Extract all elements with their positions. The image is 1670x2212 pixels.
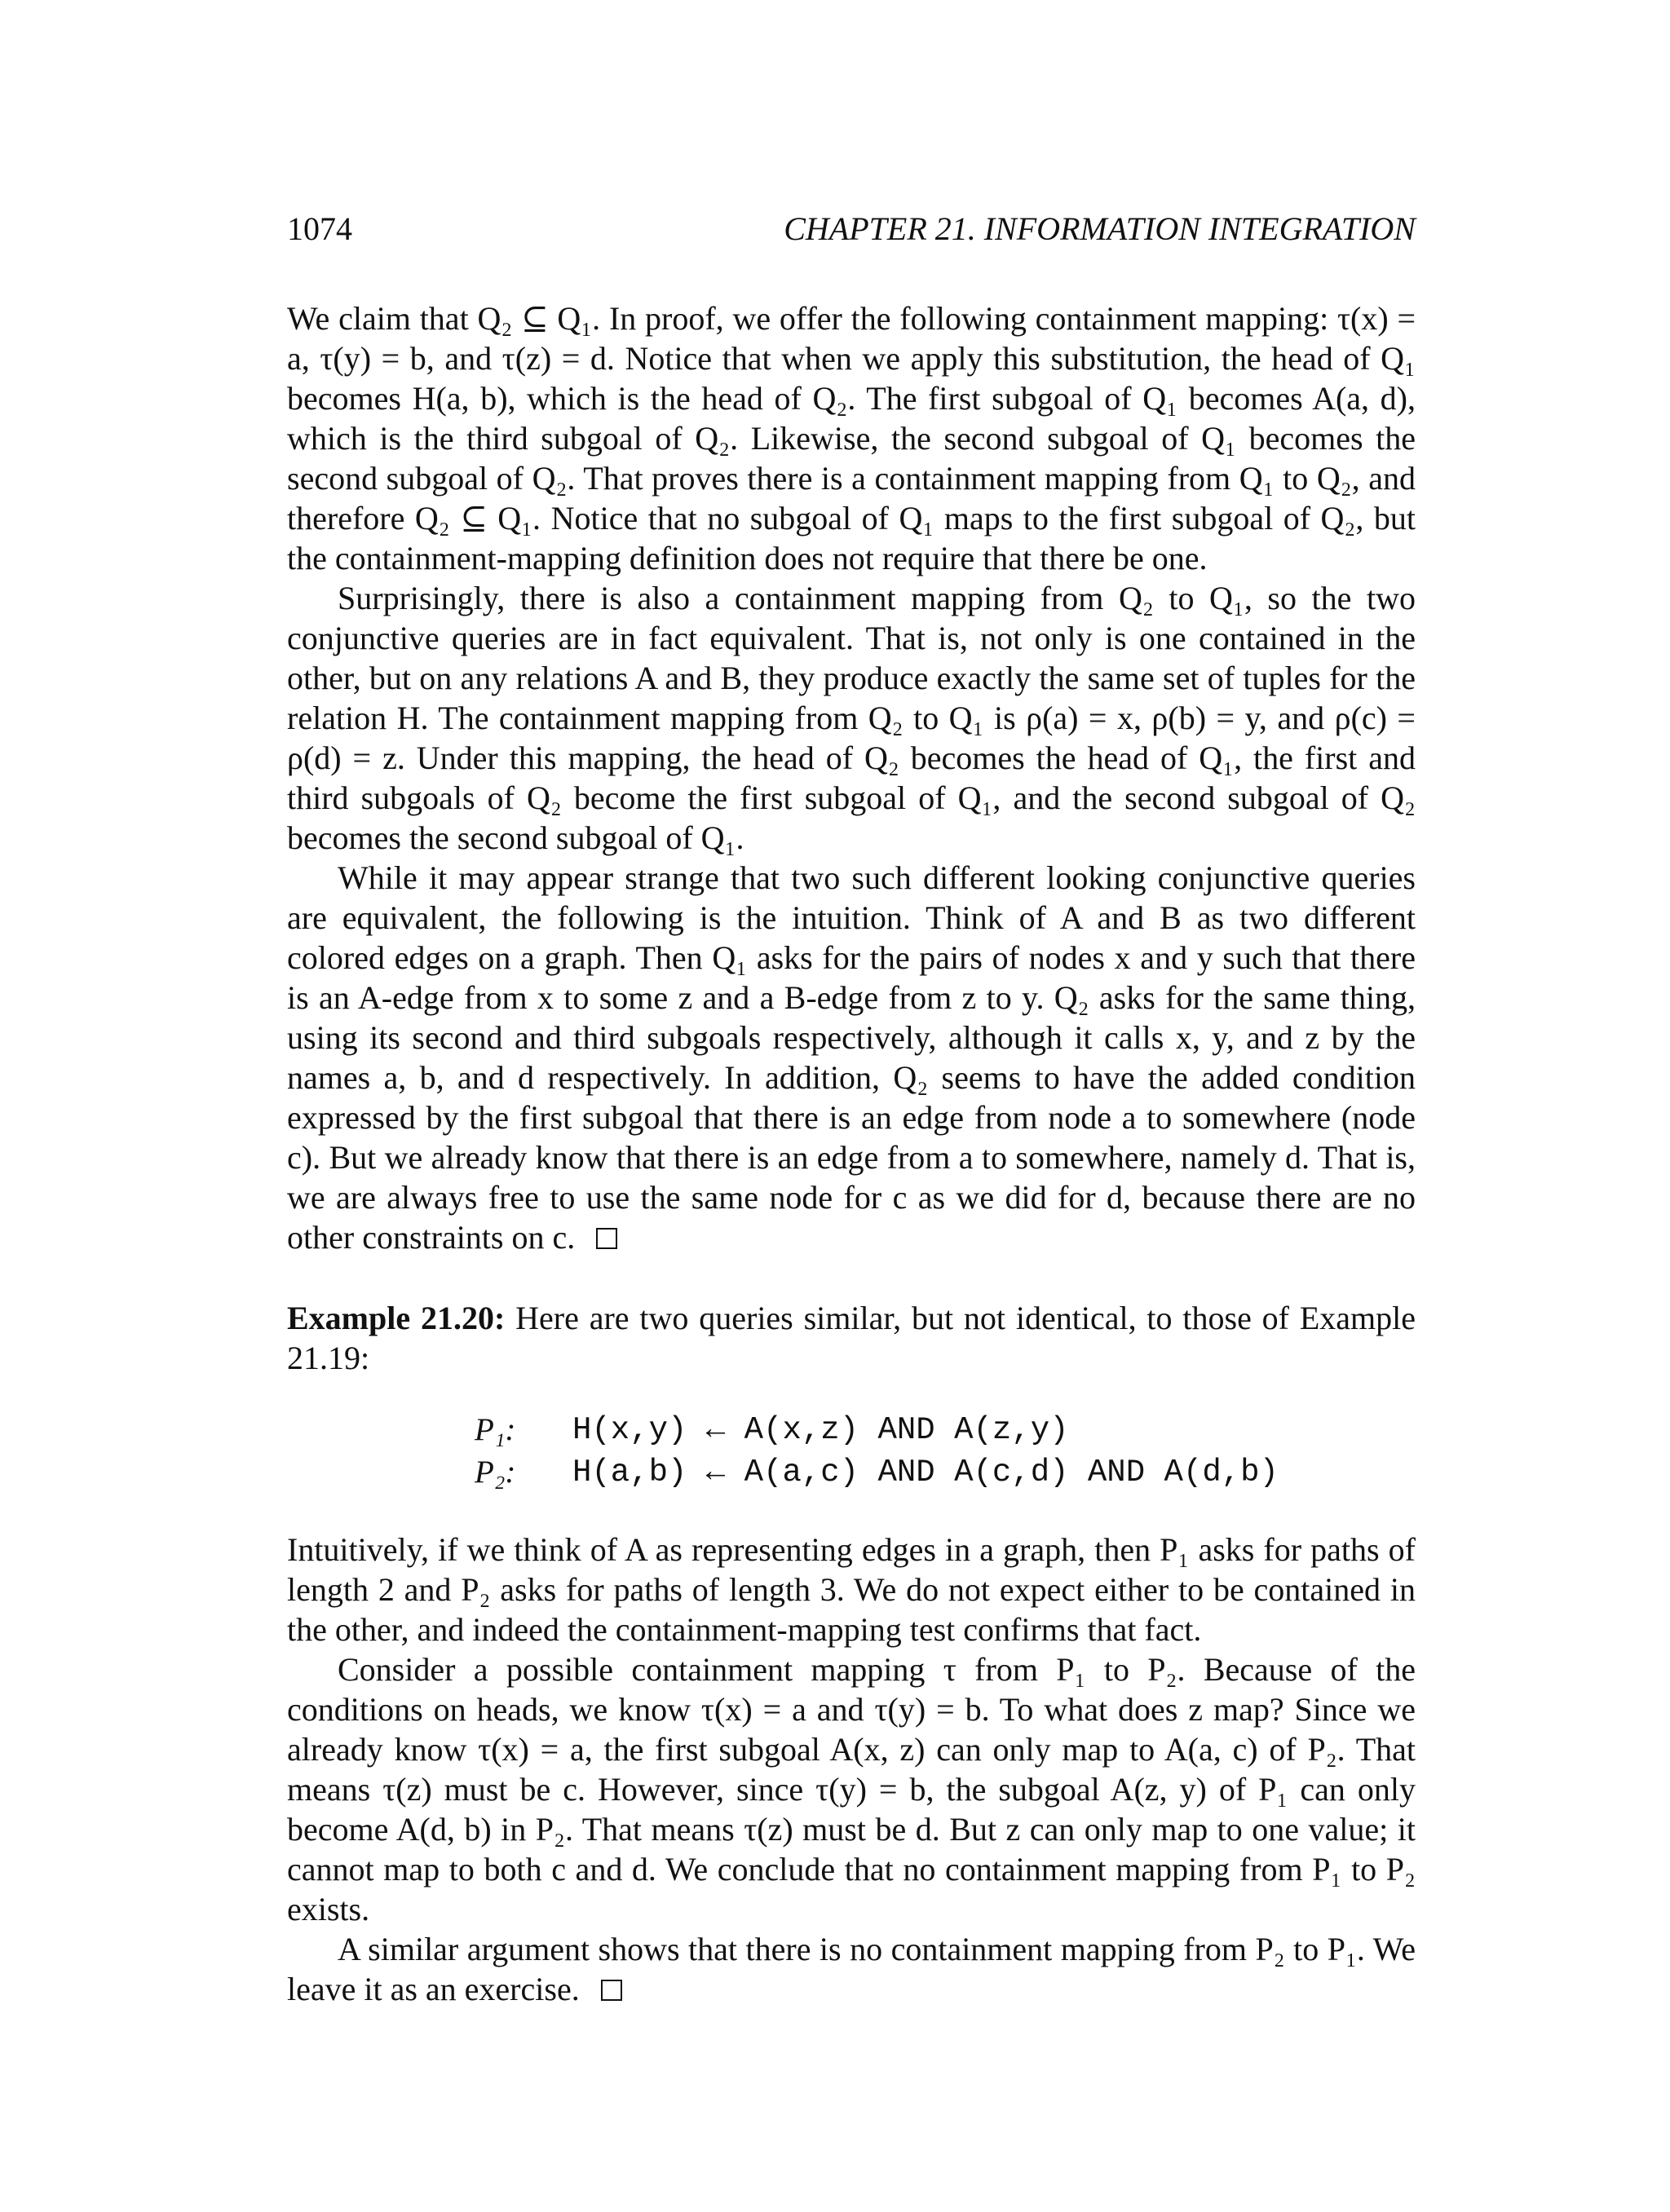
paragraph: [287, 858, 1416, 1257]
query-text: H(x,y) ← A(x,z) AND A(z,y): [572, 1412, 1069, 1448]
paragraph-text: A similar argument shows that there is no containment mapping from P₂ to P₁. We leave it as an exercise.: [287, 1931, 1416, 2007]
paragraph: Intuitively, if we think of A as representing edges in a graph, then P₁ asks for paths of length 2 and P₂ asks for paths of length 3. We do not expect either to be contained in the other, and indeed the containment-mapping test confirms that fact.: [287, 1531, 1416, 1648]
query-block: [475, 1409, 1416, 1494]
page-body: [287, 298, 1416, 2009]
example-paragraph: [287, 1298, 1416, 1378]
end-of-proof-icon: [596, 1228, 617, 1249]
chapter-title: CHAPTER 21. INFORMATION INTEGRATION: [784, 210, 1416, 247]
paragraph: Surprisingly, there is also a containment mapping from Q₂ to Q₁, so the two conjunctive queries are in fact equivalent. That is, not only is one contained in the other, but on any relations A and B, they produce exactly the same set of tuples for the relation H. The containment mapping from Q₂ to Q₁ is ρ(a) = x, ρ(b) = y, and ρ(c) = ρ(d) = z. Under this mapping, the head of Q₂ becomes the head of Q₁, the first and third subgoals of Q₂ become the first subgoal of Q₁, and the second subgoal of Q₂ becomes the second subgoal of Q₁.: [287, 580, 1416, 856]
example-label: Example 21.20:: [287, 1300, 506, 1336]
query-text: H(a,b) ← A(a,c) AND A(c,d) AND A(d,b): [572, 1455, 1279, 1490]
query-row: [475, 1451, 1416, 1494]
query-row: [475, 1409, 1416, 1451]
example-intro: Here are two queries similar, but not identical, to those of Example 21.19:: [287, 1300, 1416, 1376]
page-number: 1074: [287, 210, 352, 247]
paragraph-text: While it may appear strange that two such different looking conjunctive queries are equivalent, the following is the intuition. Think of A and B as two different colored edges on a graph. Then Q₁ asks for the pairs of nodes x and y such that there is an A-edge from x to some z and a B-edge from z to y. Q₂ asks for the same thing, using its second and third subgoals respectively, although it calls x, y, and z by the names a, b, and d respectively. In addition, Q₂ seems to have the added condition expressed by the first subgoal that there is an edge from node a to somewhere (node c). But we already know that there is an edge from a to somewhere, namely d. That is, we are always free to use the same node for c as we did for d, because there are no other constraints on c.: [287, 859, 1416, 1256]
paragraph: [287, 1929, 1416, 2009]
paragraph: We claim that Q₂ ⊆ Q₁. In proof, we offer the following containment mapping: τ(x) = a, τ(y) = b, and τ(z) = d. Notice that when we apply this substitution, the head of Q₁ becomes H(a, b), which is the head of Q₂. The first subgoal of Q₁ becomes A(a, d), which is the third subgoal of Q₂. Likewise, the second subgoal of Q₁ becomes the second subgoal of Q₂. That proves there is a containment mapping from Q₁ to Q₂, and therefore Q₂ ⊆ Q₁. Notice that no subgoal of Q₁ maps to the first subgoal of Q₂, but the containment-mapping definition does not require that there be one.: [287, 300, 1416, 576]
running-header: [287, 209, 1416, 249]
query-name: P₂:: [475, 1455, 516, 1490]
end-of-proof-icon: [601, 1980, 622, 2001]
paragraph: Consider a possible containment mapping τ from P₁ to P₂. Because of the conditions on heads, we know τ(x) = a and τ(y) = b. To what does z map? Since we already know τ(x) = a, the first subgoal A(x, z) can only map to A(a, c) of P₂. That means τ(z) must be c. However, since τ(y) = b, the subgoal A(z, y) of P₁ can only become A(d, b) in P₂. That means τ(z) must be d. But z can only map to one value; it cannot map to both c and d. We conclude that no containment mapping from P₁ to P₂ exists.: [287, 1651, 1416, 1927]
query-name: P₁:: [475, 1412, 516, 1447]
